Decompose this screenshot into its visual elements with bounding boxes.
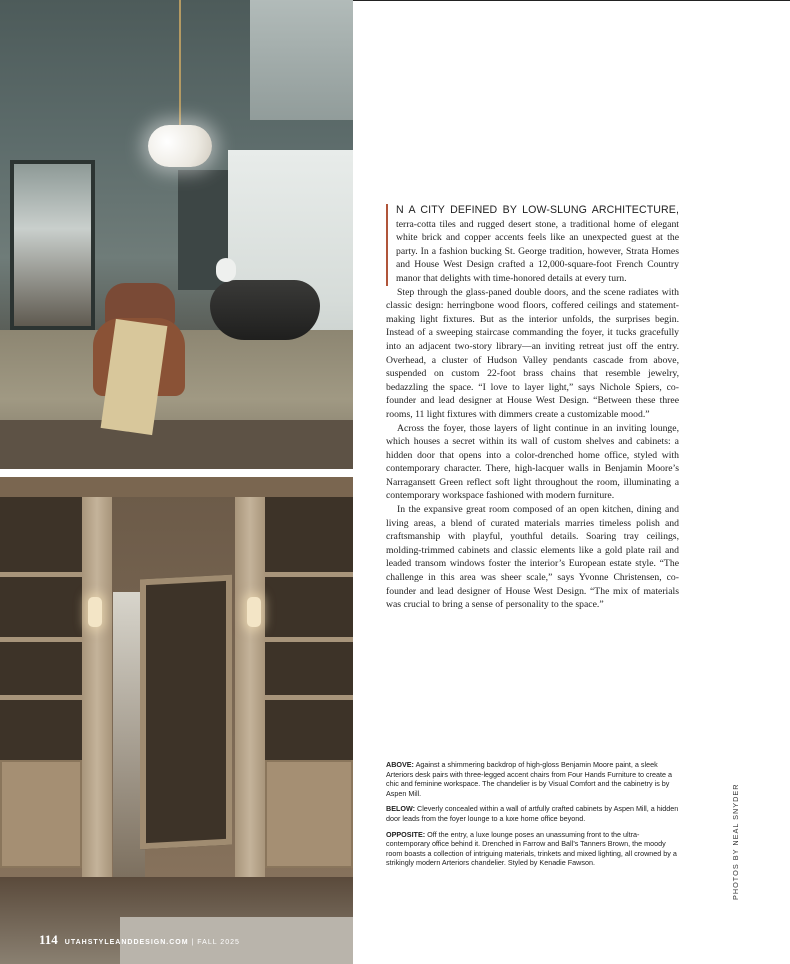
photo-ceiling-band (0, 477, 353, 497)
caption-label: BELOW: (386, 804, 416, 814)
photo-shelf (0, 572, 82, 577)
photo-captions (386, 760, 679, 874)
office-photo (0, 0, 353, 469)
caption-below (386, 804, 679, 823)
photo-sconce (88, 597, 102, 627)
caption-opposite (386, 830, 679, 868)
lead-paragraph (386, 204, 679, 286)
photo-window-glow (250, 0, 353, 120)
photo-lower-cabinet (0, 760, 82, 868)
lead-caps: N A CITY DEFINED BY LOW-SLUNG ARCHITECTURE, (396, 204, 679, 216)
photo-chandelier-chain (179, 0, 181, 125)
caption-text: Off the entry, a luxe lounge poses an unassuming front to the ultra-contemporary office behind it. Drenched in Farrow and Ball’s Tanners Brown, the moody room boasts a collection of intriguing materials, trinkets and mixed lighting, all crowned by a strikingly modern Arteriors chandelier. Styled by Kenadie Fawson. (386, 829, 677, 868)
caption-label: OPPOSITE: (386, 829, 426, 839)
hidden-door-photo (0, 477, 353, 964)
top-rule (353, 0, 790, 1)
photo-pillar (235, 497, 265, 937)
photo-mirror (10, 160, 95, 330)
page-footer (39, 932, 240, 948)
caption-label: ABOVE: (386, 760, 414, 769)
photo-credit: PHOTOS BY NEAL SNYDER (731, 783, 740, 900)
photo-chandelier (148, 125, 212, 167)
photo-shelf (0, 695, 82, 700)
footer-separator: | (188, 939, 198, 946)
caption-text: Cleverly concealed within a wall of artfully crafted cabinets by Aspen Mill, a hidden door leads from the foyer lounge to a luxe home office beyond. (386, 804, 679, 823)
caption-above (386, 760, 679, 798)
photo-shelf (265, 695, 353, 700)
photo-vase (216, 258, 236, 282)
photo-shelf (265, 572, 353, 577)
photo-sconce (247, 597, 261, 627)
photo-floor (0, 420, 353, 469)
issue-season: FALL 2025 (197, 939, 240, 946)
photo-shelf (265, 637, 353, 642)
body-paragraph: Step through the glass-paned double doors, and the scene radiates with classic design: herringbone wood floors, coffered ceilings and statement-making light fixtures. But as the interior unfolds, the surprises begin. Instead of a sweeping staircase commanding the foyer, it tucks gracefully into an adjacent two-story library—an inviting retreat just off the entry. Overhead, a cluster of Hudson Valley pendants cascade from above, suspended on custom 22-foot brass chains that resemble jewelry, bedazzling the space. “I love to layer light,” says Nichole Spiers, co-founder and lead designer at House West Design. “Between these three rooms, 11 light fixtures with dimmers create a customizable mood.” (386, 286, 679, 420)
caption-text: Against a shimmering backdrop of high-gloss Benjamin Moore paint, a sleek Arteriors desk pairs with three-legged accent chairs from Four Hands Furniture to create a chic and feminine workspace. The chandelier is by Visual Comfort and the cabinetry is by Aspen Mill. (386, 760, 673, 798)
photo-desk (210, 280, 320, 340)
article-body (386, 204, 679, 612)
lead-text: terra-cotta tiles and rugged desert stone, a traditional home of elegant white brick and copper accents feels like an unexpected guest at the party. In a fashion bucking St. George tradition, however, Strata Homes and House West Design crafted a 12,000-square-foot French Country manor that delights with time-honored details at every turn. (396, 218, 679, 284)
photo-hidden-door (140, 575, 232, 850)
photo-lower-cabinet (265, 760, 353, 868)
body-paragraph: In the expansive great room composed of an open kitchen, dining and living areas, a blend of curated materials marries timeless polish and craftsmanship with playful, youthful details. Soaring tray ceilings, molding-trimmed cabinets and classic elements like a gold plate rail and leaded transom windows foster the interior’s European estate style. “The challenge in this area was sheer scale,” says Yvonne Christensen, co-founder and lead designer of House West Design. “The mix of materials was crucial to bring a sense of personality to the space.” (386, 504, 679, 611)
website-link[interactable]: UTAHSTYLEANDDESIGN.COM (64, 939, 189, 946)
photo-shelf (0, 637, 82, 642)
photo-pillar (82, 497, 112, 937)
body-paragraph: Across the foyer, those layers of light continue in an inviting lounge, which houses a secret within its wall of custom shelves and cabinets: a hidden door that opens into a color-drenched home office, styled with contemporary character. There, high-lacquer walls in Benjamin Moore’s Narragansett Green reflect soft light throughout the room, illuminating a contemporary workspace fashioned with modern furniture. (386, 422, 679, 502)
page-number: 114 (39, 932, 58, 947)
